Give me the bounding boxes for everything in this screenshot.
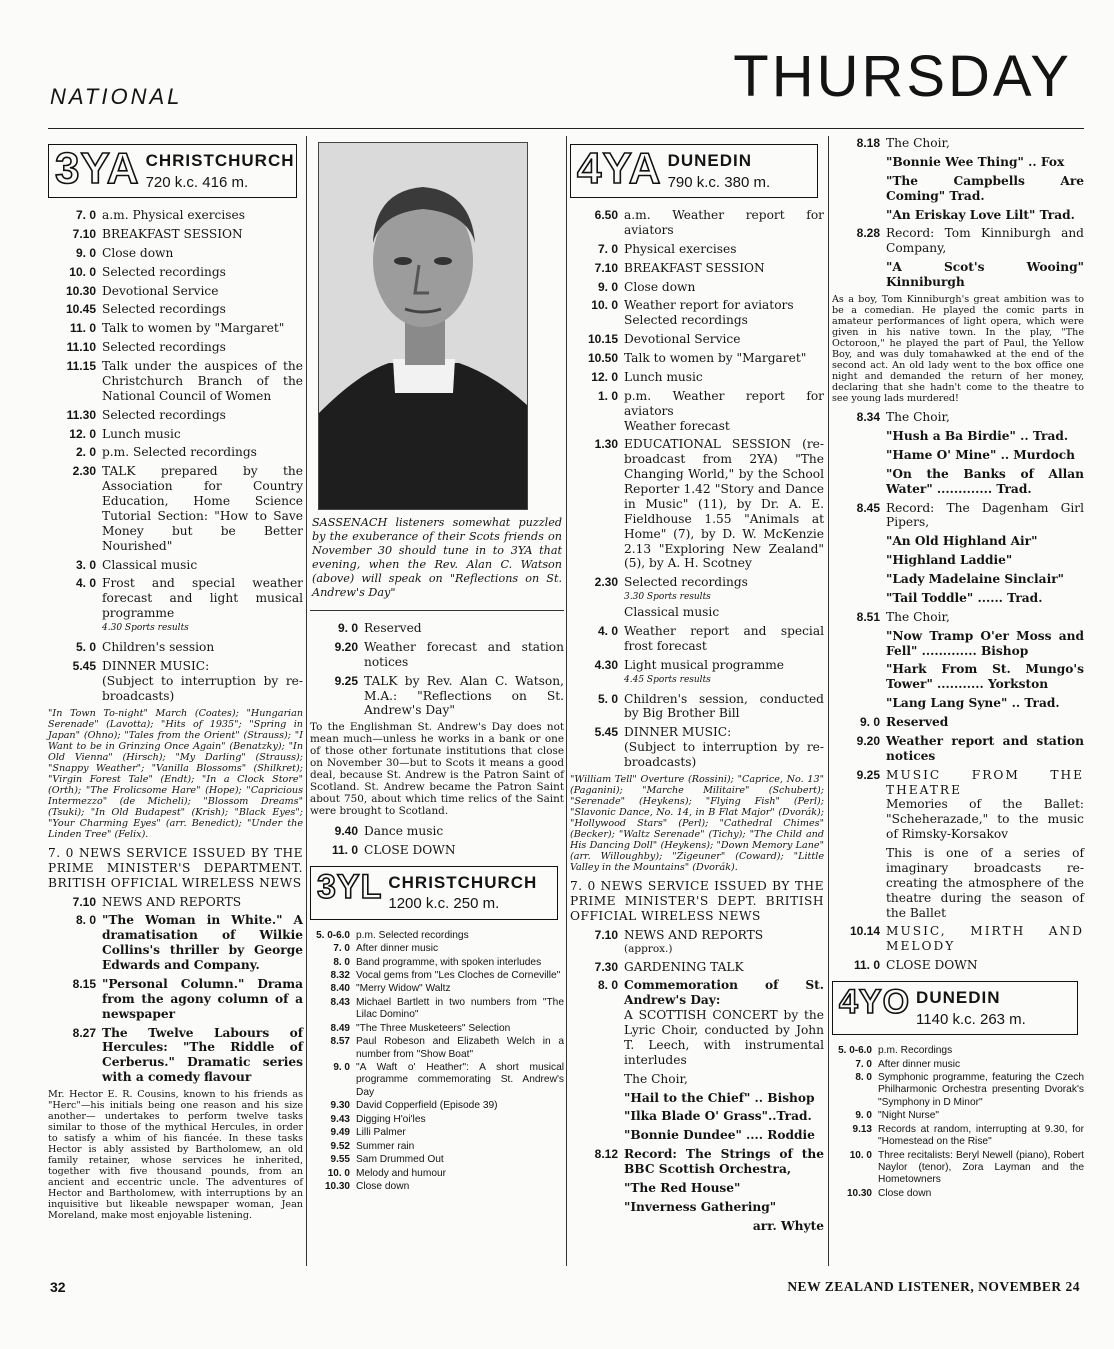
program-entry: 9.13 Records at random, interrupting at 9.30, for "Homestead on the Rise" <box>852 1123 1084 1148</box>
program-entry: 9.43 Digging H'oi'les <box>330 1113 426 1125</box>
program-entry: "Ilka Blade O' Grass"..Trad. <box>624 1109 812 1124</box>
program-entry: 8.57 Paul Robeson and Elizabeth Welch in a number from "Show Boat" <box>330 1036 564 1060</box>
program-entry: "Inverness Gathering" <box>624 1199 777 1214</box>
program-entry: "An Eriskay Love Lilt" Trad. <box>886 207 1075 222</box>
program-entry: 8.34 The Choir, <box>856 410 950 425</box>
program-entry: 10. 0 Weather report for aviators Selected recordings <box>591 298 794 328</box>
program-entry: 5. 0-6.0 p.m. Recordings <box>838 1045 953 1057</box>
sports-results: 4.30 Sports results <box>102 623 189 634</box>
station-frequency: 720 k.c. 416 m. <box>145 173 249 191</box>
program-entry: 11. 0 Talk to women by "Margaret" <box>69 321 285 336</box>
top-rule <box>48 128 1084 129</box>
program-entry: 9.25 MUSIC FROM THE THEATRE Memories of the Ballet: "Scheherazade," to the music of Rimsky-Korsakov <box>856 767 1084 842</box>
program-entry: 11. 0 CLOSE DOWN <box>331 842 456 857</box>
program-entry: 8.12 Record: The Strings of the BBC Scottish Orchestra, <box>594 1147 824 1177</box>
program-entry: 10.50 Talk to women by "Margaret" <box>587 351 807 366</box>
program-entry: 7.10 NEWS AND REPORTS <box>72 894 242 909</box>
program-entry: 8. 0 Band programme, with spoken interludes <box>333 956 542 968</box>
program-entry: 9.30 David Copperfield (Episode 39) <box>330 1100 498 1112</box>
program-entry: 8.40 "Merry Widow" Waltz <box>330 983 451 995</box>
program-entry: 7. 0 a.m. Physical exercises <box>75 208 245 223</box>
program-entry: 8.28 Record: Tom Kinniburgh and Company, <box>856 226 1084 256</box>
program-entry: 11.30 Selected recordings <box>66 407 226 422</box>
station-city: CHRISTCHURCH <box>145 151 295 170</box>
program-entry: "On the Banks of Allan Water" ............. Trad. <box>886 466 1084 496</box>
program-entry: "The Red House" <box>624 1180 741 1195</box>
program-entry: 8.15 "Personal Column." Drama from the agony column of a newspaper <box>72 976 303 1021</box>
program-entry: "Hame O' Mine" .. Murdoch <box>886 447 1076 462</box>
column-divider <box>306 136 307 1266</box>
program-entry: 7.30 GARDENING TALK <box>594 959 744 974</box>
column-divider <box>566 136 567 1266</box>
program-entry: 8. 0 Symphonic programme, featuring the Czech Philharmonic Orchestra presenting Dvorak's "Symphony in D Minor" <box>855 1071 1084 1108</box>
photo-caption: SASSENACH listeners somewhat puzzled by the exuberance of their Scots friends on November 30 should tune in to 3YA that evening, when the Rev. Alan C. Watson (above) will speak on "Reflections on St. Andrew's Day" <box>312 516 562 599</box>
dinner-music-list: "In Town To-night" March (Coates); "Hungarian Serenade" (Lavotta); "Hits of 1935"; "Spring in Japan" (Ohno); "Tales from the Orient" (Strauss); "I Want to be in Grinzing Once Again" (Benatzky); "In Old Vienna" (Hirsch); "My Darling" (Strauss); "Snappy Weather"; "Vanilla Blossoms" (Shilkret); "Virgin Forest Tale" (Endt); "In a Clock Store" (Orth); "The Frolicsome Hare" (Hope); "Capricious Intermezzo" (de Micheli); "Blossom Dreams" (Tsuki); "In Old Budapest" (Krish); "Black Eyes"; "Your Charming Eyes" (arr. Benedict); "Under the Linden Tree" (Felix). <box>48 707 303 840</box>
news-entry: 7. 0 NEWS SERVICE ISSUED BY THE PRIME MINISTER'S DEPARTMENT. BRITISH OFFICIAL WIRELESS NEWS <box>48 845 303 890</box>
program-entry: 7.10 BREAKFAST SESSION <box>72 226 243 241</box>
program-entry: 2.30 TALK prepared by the Association for Country Education, Home Science Tutorial Section: "How to Save Money but be Better Nourished" <box>72 464 303 553</box>
program-entry: 4. 0 Frost and special weather forecast and light musical programme 4.30 Sports results <box>75 576 303 634</box>
program-entry: "Bonnie Wee Thing" .. Fox <box>886 154 1065 169</box>
program-entry: 9. 0 Close down <box>75 245 174 260</box>
dinner-music-list: "William Tell" Overture (Rossini); "Caprice, No. 13" (Paganini); "Marche Militaire" (Schubert); "Serenade" (Heykens); "Flying Fish" (Perl); "Slavonic Dance, No. 14, in B Flat Major" (Dvorák); "Hollywood Stars" (Perl); "Cathedral Chimes" (Becker); "Waltz Serenade" (Tichy); "The Child and His Dancing Doll" (Heykens); "Down Memory Lane" (arr. Willoughby); "Zigeuner" (Coward); "Little Valley in the Mountains" (Dvorák). <box>570 773 824 874</box>
program-entry: 7. 0 Physical exercises <box>597 241 737 256</box>
column-4ya-cont <box>832 136 1084 1201</box>
program-entry: 9.40 Dance music <box>334 823 444 838</box>
program-entry: 10.15 Devotional Service <box>587 332 741 347</box>
program-entry: 8. 0 Commemoration of St. Andrew's Day: A SCOTTISH CONCERT by the Lyric Choir, conducted by John T. Leech, with instrumental interludes <box>597 978 824 1067</box>
station-frequency: 1200 k.c. 250 m. <box>388 895 500 913</box>
column-divider <box>828 136 829 1266</box>
program-entry: 7.10 NEWS AND REPORTS (approx.) <box>594 927 764 955</box>
station-city: CHRISTCHURCH <box>388 872 538 892</box>
program-entry: "Now Tramp O'er Moss and Fell" ............. Bishop <box>886 628 1084 658</box>
program-entry: 5.45 DINNER MUSIC: (Subject to interruption by re-broadcasts) <box>72 658 303 703</box>
program-list-4yo <box>832 1045 1084 1200</box>
program-entry: 11. 0 CLOSE DOWN <box>853 958 978 973</box>
program-entry: "Highland Laddie" <box>886 553 1013 568</box>
column-photo-3yl <box>310 136 564 1194</box>
program-entry: 10. 0 Melody and humour <box>327 1167 447 1179</box>
program-entry: "Bonnie Dundee" .... Roddie <box>624 1128 815 1143</box>
program-entry: 7.10 BREAKFAST SESSION <box>594 260 765 275</box>
program-entry: 5. 0 Children's session, conducted by Big Brother Bill <box>597 691 824 721</box>
program-entry: 9.52 Summer rain <box>330 1140 415 1152</box>
program-entry: 9.20 Weather forecast and station notices <box>334 639 564 669</box>
program-entry: "Lang Lang Syne" .. Trad. <box>886 696 1060 711</box>
program-entry: 8.45 Record: The Dagenham Girl Pipers, <box>856 500 1084 530</box>
program-entry: 4. 0 Weather report and special frost forecast <box>597 624 824 653</box>
station-callsign: 4YO <box>839 983 911 1022</box>
program-entry: 5.45 DINNER MUSIC: (Subject to interruption by re-broadcasts) <box>594 725 824 770</box>
station-box-4ya <box>570 144 818 198</box>
program-entry: 12. 0 Lunch music <box>69 426 181 441</box>
program-entry: 8.18 The Choir, <box>856 136 950 150</box>
program-entry: 9. 0 Reserved <box>859 715 949 730</box>
station-city: DUNEDIN <box>667 151 753 170</box>
program-entry: 9.25 TALK by Rev. Alan C. Watson, M.A.: "Reflections on St. Andrew's Day" <box>334 673 564 718</box>
st-andrew-note: To the Englishman St. Andrew's Day does not mean much—unless he works in a bank or one of those other fortunate institutions that close on November 30—but to Scots it means a good deal, because St. Andrew is the Patron Saint of Scotland. St. Andrew became the Patron Saint about 750, about which time relics of the Saint were brought to Scotland. <box>310 721 564 817</box>
station-callsign: 3YA <box>55 144 140 193</box>
station-frequency: 1140 k.c. 263 m. <box>916 1010 1026 1028</box>
program-entry: 9. 0 Close down <box>597 279 696 294</box>
program-entry: "A Scot's Wooing" Kinniburgh <box>886 260 1084 289</box>
program-entry: 9. 0 "Night Nurse" <box>855 1110 940 1122</box>
program-entry: 10. 0 Selected recordings <box>69 264 226 279</box>
station-frequency: 790 k.c. 380 m. <box>667 173 771 191</box>
program-entry: 5. 0-6.0 p.m. Selected recordings <box>316 929 469 941</box>
program-entry: 7. 0 After dinner music <box>855 1058 961 1070</box>
program-entry: 8.49 "The Three Musketeers" Selection <box>330 1022 511 1034</box>
station-callsign: 4YA <box>577 144 662 193</box>
station-city: DUNEDIN <box>916 988 1001 1008</box>
program-entry: 4.30 Light musical programme 4.45 Sports results <box>594 657 785 685</box>
portrait-image <box>319 143 527 509</box>
day-heading: THURSDAY <box>733 44 1072 109</box>
program-entry: "Tail Toddle" ...... Trad. <box>886 590 1043 605</box>
program-entry: 3. 0 Classical music <box>75 557 198 572</box>
page-number: 32 <box>50 1279 66 1295</box>
program-entry: 9.55 Sam Drummed Out <box>330 1154 444 1166</box>
station-box-3yl <box>310 866 558 920</box>
program-entry: The Choir, <box>624 1071 688 1086</box>
publication-footer: NEW ZEALAND LISTENER, NOVEMBER 24 <box>787 1279 1080 1294</box>
program-list <box>570 208 824 770</box>
program-entry: 8.43 Michael Bartlett in two numbers from "The Lilac Domino" <box>330 996 564 1021</box>
program-entry: 10.30 Devotional Service <box>65 283 219 298</box>
station-box-4yo <box>832 981 1078 1035</box>
program-entry: 5. 0 Children's session <box>75 640 215 654</box>
program-entry: arr. Whyte <box>752 1218 824 1233</box>
program-entry: 8.32 Vocal gems from "Les Cloches de Corneville" <box>330 969 561 981</box>
hercules-note: Mr. Hector E. R. Cousins, known to his friends as "Herc"—his initials being one reason and his size another— undertakes to perform twelve tasks similar to those of the mythical Hercules, in order to satisfy a whim of his fiancée. In these tasks Hector is ably assisted by Bartholomew, an old family retainer, whose services he inherited, together with five thousand pounds, from an ancient and eccentric uncle. The adventures of Hector and Bartholomew, with interruptions by an inquisitive but likeable newspaper woman, Jean Moreland, make most enjoyable listening. <box>48 1089 303 1222</box>
program-entry: "Hail to the Chief" .. Bishop <box>624 1090 815 1105</box>
program-entry: 7. 0 After dinner music <box>333 943 439 955</box>
divider <box>310 610 564 611</box>
station-box-3ya <box>48 144 297 198</box>
program-list <box>48 208 303 703</box>
program-list-3yl <box>310 930 564 1194</box>
program-entry: 9.49 Lilli Palmer <box>330 1127 406 1139</box>
program-entry: 1. 0 p.m. Weather report for aviators Weather forecast <box>597 388 824 433</box>
ballet-note: This is one of a series of imaginary broadcasts re-creating the atmosphere of the theatre during the season of the Ballet <box>886 846 1084 920</box>
program-entry: 1.30 EDUCATIONAL SESSION (re-broadcast from 2YA) "The Changing World," by the School Reporter 1.42 "Story and Dance in Music" (11), by Dr. A. E. Fieldhouse 1.55 "Animals at Home" (7), by D. W. McKenzie 2.13 "Exploring New Zealand" (5), by A. H. Scotney <box>594 437 824 571</box>
program-entry: 8. 0 "The Woman in White." A dramatisation of Wilkie Collins's thriller by George Edwards and Company. <box>75 913 303 972</box>
program-entry: 9. 0 Reserved <box>337 621 422 635</box>
column-3ya <box>48 136 303 1227</box>
program-entry: 9.20 Weather report and station notices <box>856 733 1084 763</box>
program-entry: 11.10 Selected recordings <box>66 340 226 355</box>
program-entry: 12. 0 Lunch music <box>591 369 703 384</box>
program-entry: 8.51 The Choir, <box>856 609 950 624</box>
program-entry: 6.50 a.m. Weather report for aviators <box>594 208 824 237</box>
program-entry: 2. 0 p.m. Selected recordings <box>75 445 257 460</box>
program-entry: 10.45 Selected recordings <box>65 302 226 317</box>
section-label: NATIONAL <box>50 84 183 109</box>
portrait-photo <box>318 142 528 510</box>
program-entry: 10.30 Close down <box>324 1180 410 1192</box>
program-entry: 8.27 The Twelve Labours of Hercules: "The Riddle of Cerberus." Dramatic series with a comedy flavour <box>72 1025 303 1085</box>
program-entry: 2.30 Selected recordings 3.30 Sports results Classical music <box>594 575 748 620</box>
news-entry: 7. 0 NEWS SERVICE ISSUED BY THE PRIME MINISTER'S DEPT. BRITISH OFFICIAL WIRELESS NEWS <box>570 879 824 923</box>
program-entry: "Hush a Ba Birdie" .. Trad. <box>886 429 1069 444</box>
program-entry: 10.30 Close down <box>846 1187 932 1199</box>
kinniburgh-note: As a boy, Tom Kinniburgh's great ambition was to be a comedian. He played the comic parts in amateur performances of light opera, which were given in his native town. In the play, "The Octoroon," he played the part of Paul, the Yellow Boy, and was duly tomahawked at the end of the second act. An old lady went to the box office one night and demanded the return of her money, declaring that she hadn't come to the theatre to see young lads murdered! <box>832 293 1084 405</box>
program-entry: "Lady Madelaine Sinclair" <box>886 572 1064 587</box>
program-entry: 10.14 MUSIC, MIRTH AND MELODY <box>849 924 1084 954</box>
program-entry: 9. 0 "A Waft o' Heather": A short musical programme commemorating St. Andrew's Day <box>333 1062 564 1098</box>
program-entry: "The Campbells Are Coming" Trad. <box>886 173 1084 203</box>
program-entry: 11.15 Talk under the auspices of the Christchurch Branch of the National Council of Women <box>66 359 303 403</box>
column-4ya <box>570 136 824 1238</box>
program-entry: 10. 0 Three recitalists: Beryl Newell (piano), Robert Naylor (tenor), Zora Layman and the Hometowners <box>849 1149 1084 1186</box>
program-entry: "An Old Highland Air" <box>886 534 1038 549</box>
station-callsign: 3YL <box>317 867 383 906</box>
program-entry: "Hark From St. Mungo's Tower" ........... Yorkston <box>886 662 1084 692</box>
